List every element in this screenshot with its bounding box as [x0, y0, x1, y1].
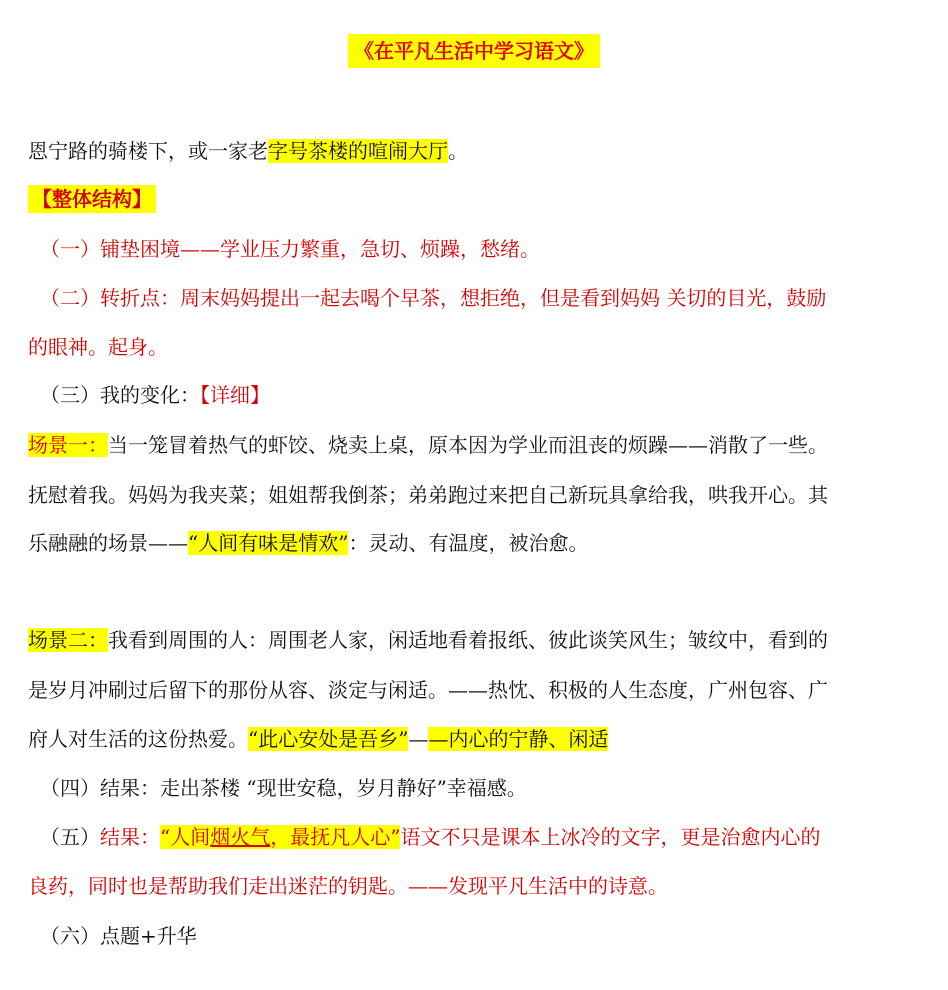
scene-1-quote: “人间有味是情欢”: [188, 531, 349, 555]
item-5-line-1: （五）结果：“人间烟火气，最抚凡人心”语文不只是课本上冰冷的文字，更是治愈内心的: [40, 825, 821, 849]
item-5-line-2: 良药，同时也是帮助我们走出迷茫的钥匙。——发现平凡生活中的诗意。: [28, 874, 668, 898]
scene-2-quote: “此心安处是吾乡”: [248, 727, 409, 751]
item-6: （六）点题+升华: [40, 924, 197, 948]
scene-2-highlight: —内心的宁静、闲适: [428, 727, 609, 751]
item-1: （一）铺垫困境——学业压力繁重，急切、烦躁，愁绪。: [40, 237, 540, 261]
scene-1-label: 场景一：: [28, 433, 108, 457]
scene-2-label: 场景二：: [28, 628, 108, 652]
item-5-quote: “人间烟火气，最抚凡人心”: [160, 825, 401, 849]
scene-2-line-1: 场景二：我看到周围的人：周围老人家，闲适地看着报纸、彼此谈笑风生；皱纹中，看到的: [28, 628, 828, 652]
intro-paragraph: 恩宁路的骑楼下，或一家老字号茶楼的喧闹大厅。: [28, 139, 468, 163]
section-heading: 【整体结构】: [28, 185, 156, 213]
item-4: （四）结果：走出茶楼 “现世安稳，岁月静好”幸福感。: [40, 776, 527, 800]
item-5-label: 结果：: [100, 825, 160, 849]
item-2-line-2: 的眼神。起身。: [28, 335, 168, 359]
scene-2-line-2: 是岁月冲刷过后留下的那份从容、淡定与闲适。——热忱、积极的人生态度，广州包容、广: [28, 678, 828, 702]
intro-highlight: 字号茶楼的喧闹大厅: [268, 139, 448, 163]
scene-1-line-3: 乐融融的场景——“人间有味是情欢”：灵动、有温度，被治愈。: [28, 531, 589, 555]
scene-1-line-1: 场景一：当一笼冒着热气的虾饺、烧卖上桌，原本因为学业而沮丧的烦躁——消散了一些。: [28, 433, 828, 457]
scene-1-line-2: 抚慰着我。妈妈为我夹菜；姐姐帮我倒茶；弟弟跑过来把自己新玩具拿给我，哄我开心。其: [28, 483, 828, 507]
item-3: （三）我的变化：【详细】: [40, 383, 270, 407]
detail-tag: 【详细】: [200, 383, 270, 407]
scene-2-line-3: 府人对生活的这份热爱。“此心安处是吾乡”——内心的宁静、闲适: [28, 727, 609, 751]
item-2-line-1: （二）转折点：周末妈妈提出一起去喝个早茶，想拒绝，但是看到妈妈 关切的目光，鼓励: [40, 286, 827, 310]
page-title: 《在平凡生活中学习语文》: [348, 34, 600, 68]
